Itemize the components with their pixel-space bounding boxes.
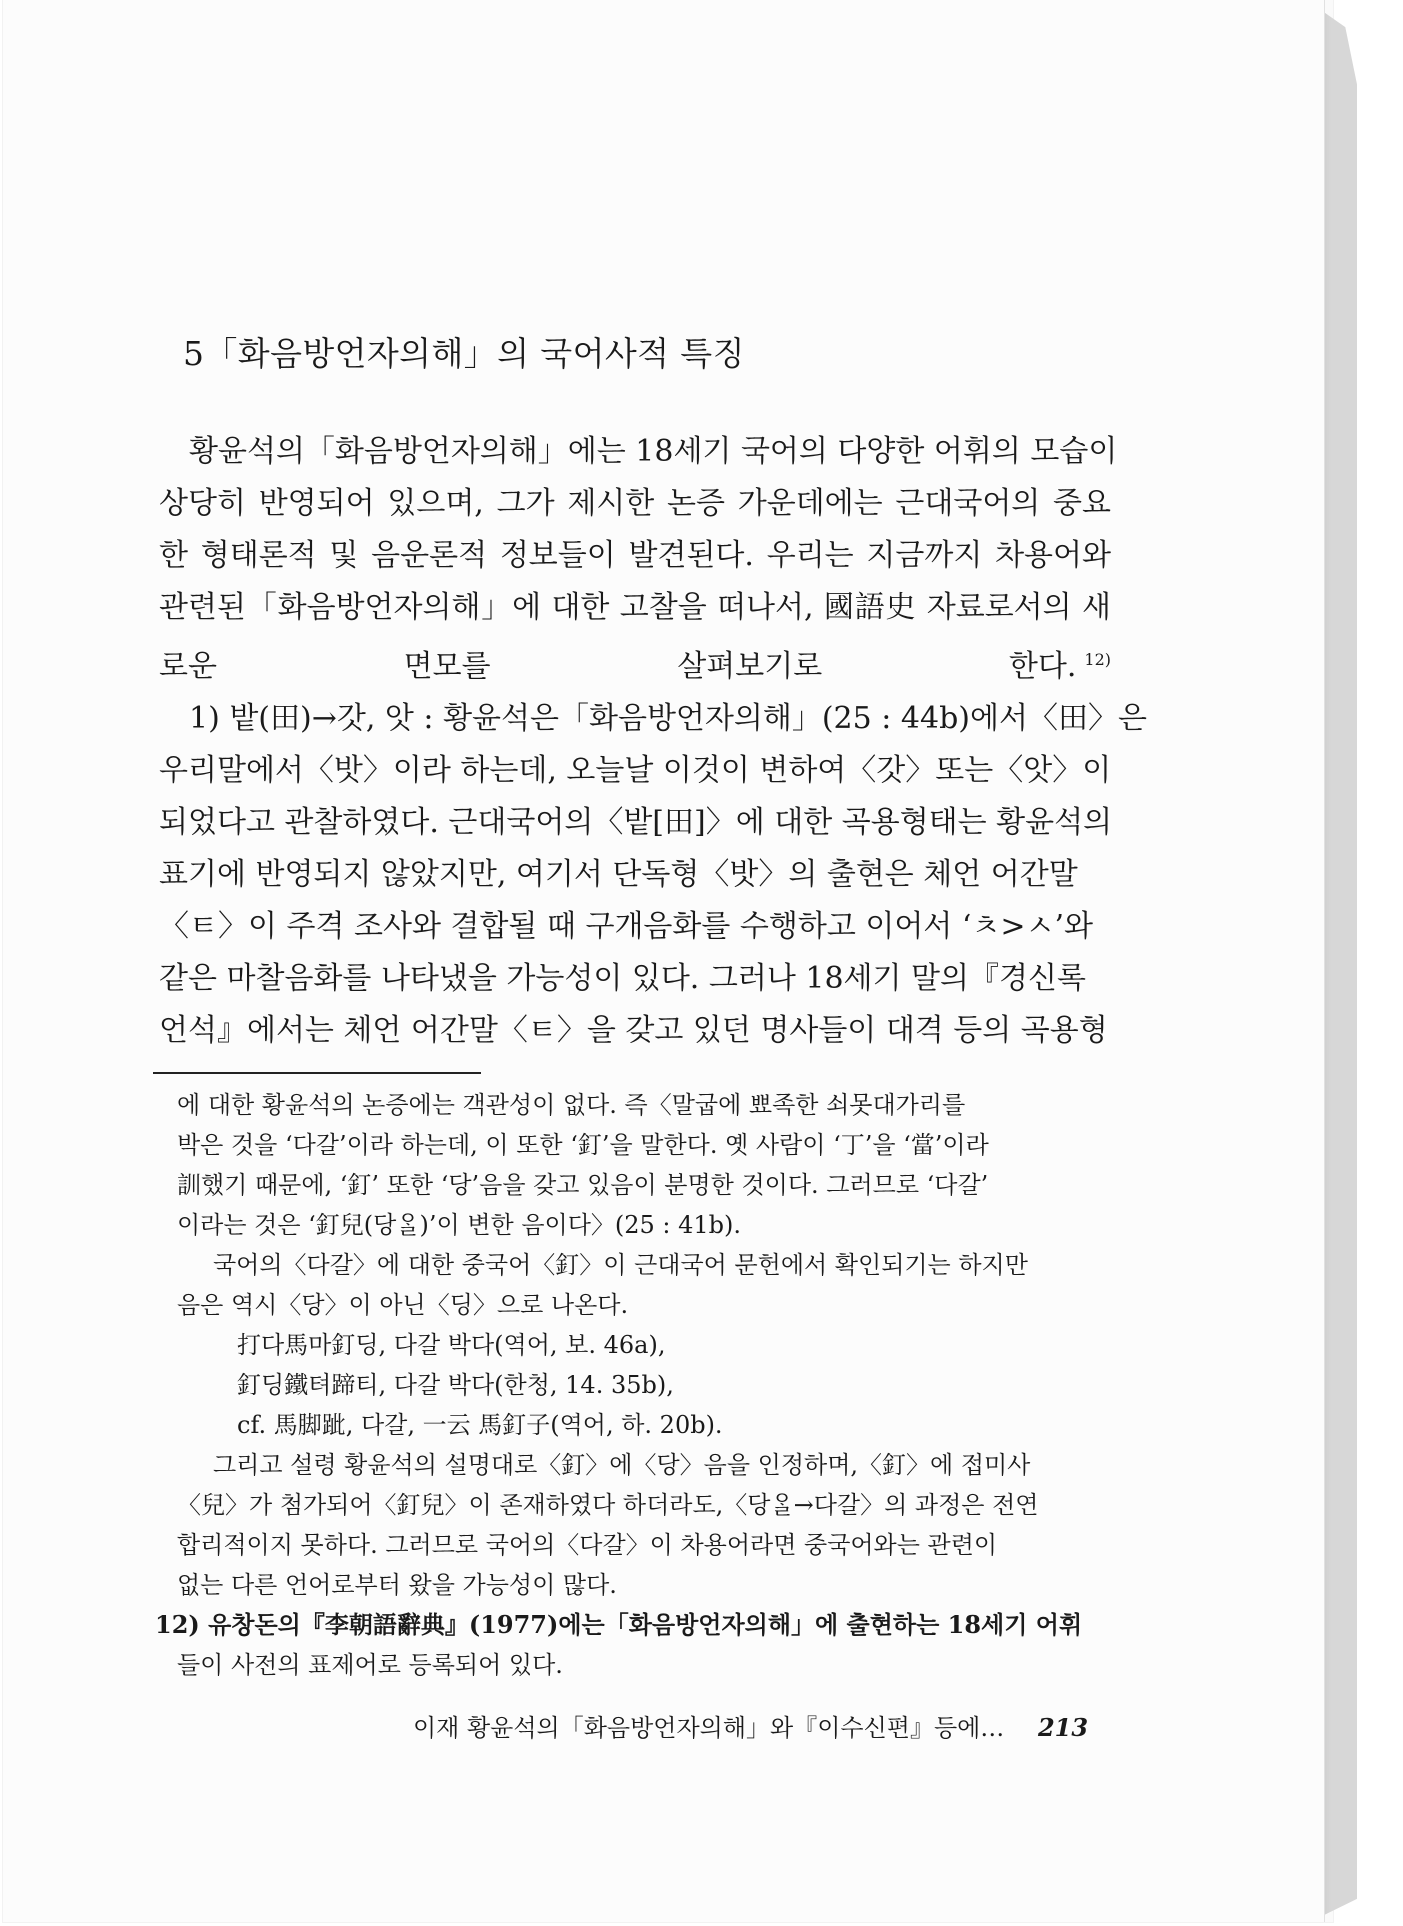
page (3, 0, 1325, 1922)
footnote-divider (153, 1072, 481, 1074)
footnote-line-12: 합리적이지 못하다. 그러므로 국어의〈다갈〉이 차용어라면 중국어와는 관련이 (177, 1531, 998, 1559)
footnote-line-6: 음은 역시〈당〉이 아닌〈딩〉으로 나온다. (177, 1291, 629, 1319)
footnote-line-10: 그리고 설령 황윤석의 설명대로〈釘〉에〈당〉음을 인정하며,〈釘〉에 접미사 (213, 1451, 1031, 1479)
footnote-line-5: 국어의〈다갈〉에 대한 중국어〈釘〉이 근대국어 문헌에서 확인되기는 하지만 (213, 1251, 1028, 1279)
paragraph-1-line-5 (159, 634, 1111, 693)
paragraph-1-line-1: 황윤석의「화음방언자의해」에는 18세기 국어의 다양한 어휘의 모습이 (189, 434, 1118, 469)
paragraph-2-line-1: 1) 밭(田)→갓, 앗 : 황윤석은「화음방언자의해」(25 : 44b)에서〈田〉은 (189, 701, 1147, 736)
footnote-line-1: 에 대한 황윤석의 논증에는 객관성이 없다. 즉〈말굽에 뾰족한 쇠못대가리를 (177, 1091, 966, 1119)
footnote-12-line-1: 12) 유창돈의『李朝語辭典』(1977)에는「화음방언자의해」에 출현하는 18세기 어휘 (155, 1610, 1083, 1639)
footnote-line-4: 이라는 것은 ‘釘兒(당ᄋᆞᆯ)’이 변한 음이다〉(25 : 41b). (177, 1211, 742, 1239)
page-number: 213 (1037, 1713, 1089, 1742)
paragraph-1-line-2: 상당히 반영되어 있으며, 그가 제시한 논증 가운데에는 근대국어의 중요 (159, 486, 1111, 521)
paragraph-2-line-4: 표기에 반영되지 않았지만, 여기서 단독형〈밧〉의 출현은 체언 어간말 (159, 857, 1078, 892)
section-title: 5「화음방언자의해」의 국어사적 특징 (183, 334, 745, 373)
running-footer-text: 이재 황윤석의「화음방언자의해」와『이수신편』등에… (413, 1714, 1005, 1742)
paragraph-2-line-2: 우리말에서〈밧〉이라 하는데, 오늘날 이것이 변하여〈갓〉또는〈앗〉이 (159, 753, 1112, 788)
footnote-line-2: 박은 것을 ‘다갈’이라 하는데, 이 또한 ‘釘’을 말한다. 옛 사람이 ‘丁’을 ‘當’이라 (177, 1131, 989, 1159)
footnote-example-2: 釘딩鐵텨蹄티, 다갈 박다(한청, 14. 35b), (237, 1371, 674, 1399)
paragraph-2 (159, 693, 1147, 1057)
paragraph-2-line-7: 언석』에서는 체언 어간말〈ㅌ〉을 갖고 있던 명사들이 대격 등의 곡용형 (159, 1013, 1108, 1048)
footnote-line-11: 〈兒〉가 첨가되어〈釘兒〉이 존재하였다 하더라도,〈당ᄋᆞᆯ→다갈〉의 과정은 전연 (177, 1491, 1039, 1519)
paragraph-2-line-3: 되었다고 관찰하였다. 근대국어의〈밭[田]〉에 대한 곡용형태는 황윤석의 (159, 805, 1113, 840)
paragraph-1-line-4: 관련된「화음방언자의해」에 대한 고찰을 떠나서, 國語史 자료로서의 새 (159, 590, 1111, 625)
paragraph-1-line-3: 한 형태론적 및 음운론적 정보들이 발견된다. 우리는 지금까지 차용어와 (159, 538, 1111, 573)
paragraph-2-line-5: 〈ㅌ〉이 주격 조사와 결합될 때 구개음화를 수행하고 이어서 ‘ㅊ>ㅅ’와 (159, 909, 1093, 944)
footnotes (155, 1085, 1117, 1685)
footnote-12-line-2: 들이 사전의 표제어로 등록되어 있다. (177, 1651, 563, 1679)
footnote-example-3: cf. 馬脚跐, 다갈, 一云 馬釘子(역어, 하. 20b). (237, 1411, 723, 1439)
paragraph-1 (159, 426, 1118, 693)
footnote-example-1: 打다馬마釘딩, 다갈 박다(역어, 보. 46a), (237, 1331, 666, 1359)
body-text (159, 426, 1147, 1057)
paragraph-2-line-6: 같은 마찰음화를 나타냈을 가능성이 있다. 그러나 18세기 말의『경신록 (159, 961, 1086, 996)
footnote-marker: 12) (1084, 650, 1111, 669)
paragraph-1-line-5-text: 로운 면모를 살펴보기로 한다. (159, 649, 1077, 684)
footnote-line-3: 訓했기 때문에, ‘釘’ 또한 ‘당’음을 갖고 있음이 분명한 것이다. 그러므로 ‘다갈’ (177, 1171, 989, 1199)
footnote-line-13: 없는 다른 언어로부터 왔을 가능성이 많다. (177, 1571, 617, 1599)
running-footer (413, 1708, 1088, 1743)
